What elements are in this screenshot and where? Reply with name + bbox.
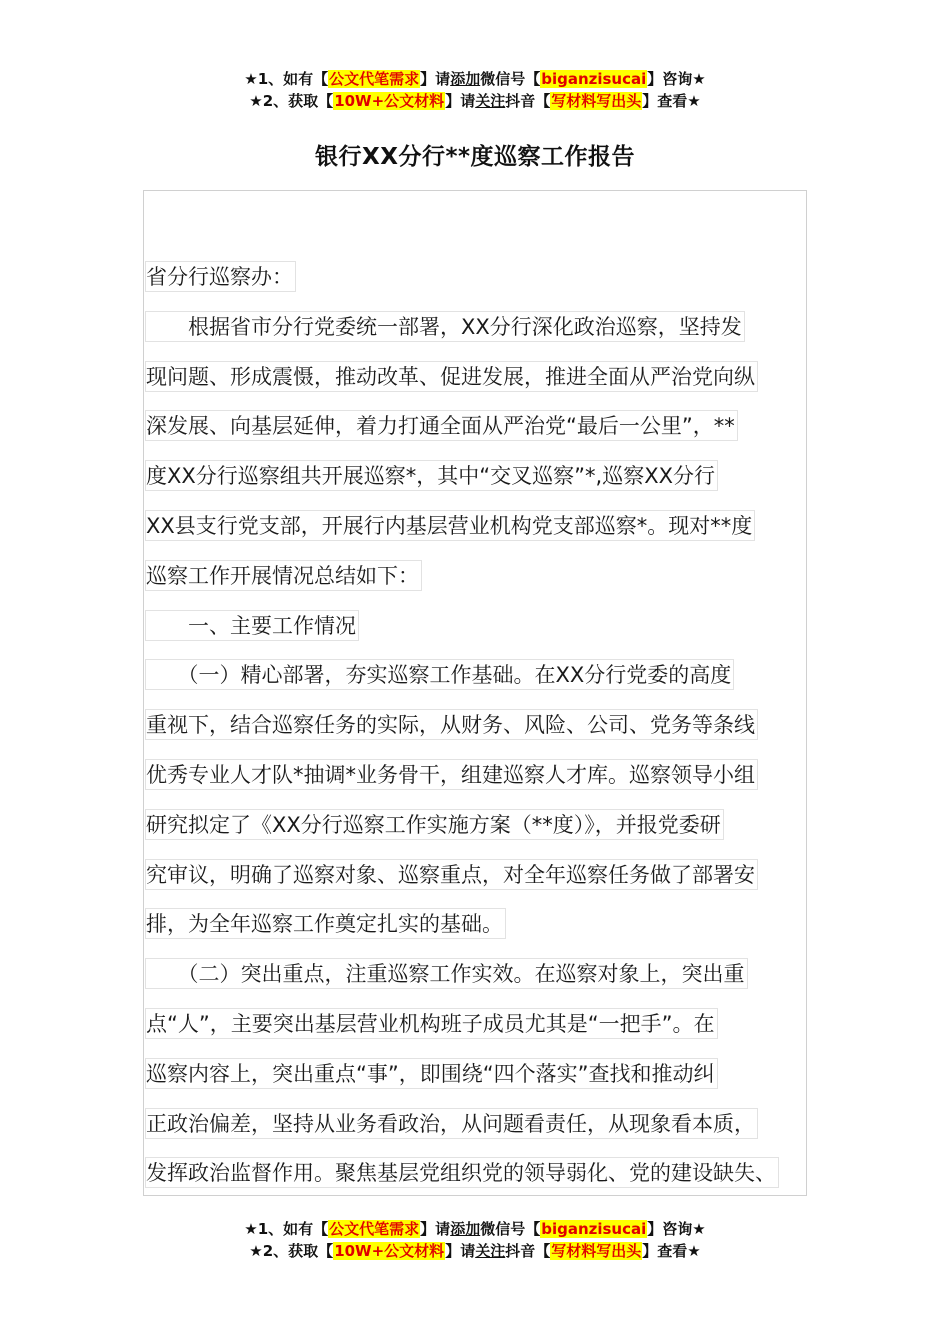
text-line: 点“人”，主要突出基层营业机构班子成员尤其是“一把手”。在 [145,1000,825,1050]
promo-line-2: ★2、获取【10W+公文材料】请关注抖音【写材料写出头】查看★ [249,92,701,110]
text-line: 度XX分行巡察组共开展巡察*，其中“交叉巡察”*,巡察XX分行 [145,452,825,502]
text-line: 省分行巡察办： [145,253,825,303]
text-line: 重视下，结合巡察任务的实际，从财务、风险、公司、党务等条线 [145,701,825,751]
promo-highlight: 写材料写出头 [551,92,642,110]
document-title: 银行XX分行**度巡察工作报告 [314,144,636,170]
promo-banner-bottom [0,1218,950,1262]
promo-highlight: biganzisucai [541,1220,647,1238]
promo-highlight: 10W+公文材料 [334,1242,445,1260]
text-line: 深发展、向基层延伸，着力打通全面从严治党“最后一公里”，** [145,402,825,452]
promo-line-1: ★1、如有【公文代笔需求】请添加微信号【biganzisucai】咨询★ [244,70,706,88]
text-line: 巡察工作开展情况总结如下： [145,552,825,602]
text-line: 发挥政治监督作用。聚焦基层党组织党的领导弱化、党的建设缺失、 [145,1149,825,1199]
text-line: 研究拟定了《XX分行巡察工作实施方案（**度）》，并报党委研 [145,801,825,851]
text-line: 排，为全年巡察工作奠定扎实的基础。 [145,900,825,950]
text-line: 优秀专业人才队*抽调*业务骨干，组建巡察人才库。巡察领导小组 [145,751,825,801]
text-line: XX县支行党支部，开展行内基层营业机构党支部巡察*。现对**度 [145,502,825,552]
section-heading: 一、主要工作情况 [145,602,825,652]
promo-highlight: 写材料写出头 [551,1242,642,1260]
text-line: 现问题、形成震慑，推动改革、促进发展，推进全面从严治党向纵 [145,353,825,403]
text-line: 究审议，明确了巡察对象、巡察重点，对全年巡察任务做了部署安 [145,851,825,901]
promo-highlight: 公文代笔需求 [329,70,420,88]
promo-highlight: biganzisucai [541,70,647,88]
promo-banner-top [0,68,950,112]
text-line: 巡察内容上，突出重点“事”，即围绕“四个落实”查找和推动纠 [145,1050,825,1100]
promo-line-1: ★1、如有【公文代笔需求】请添加微信号【biganzisucai】咨询★ [244,1220,706,1238]
promo-highlight: 10W+公文材料 [334,92,445,110]
text-line: 根据省市分行党委统一部署，XX分行深化政治巡察，坚持发 [145,303,825,353]
promo-highlight: 公文代笔需求 [329,1220,420,1238]
text-line: 正政治偏差，坚持从业务看政治，从问题看责任，从现象看本质， [145,1100,825,1150]
promo-line-2: ★2、获取【10W+公文材料】请关注抖音【写材料写出头】查看★ [249,1242,701,1260]
text-line: （二）突出重点，注重巡察工作实效。在巡察对象上，突出重 [145,950,825,1000]
text-line: （一）精心部署，夯实巡察工作基础。在XX分行党委的高度 [145,651,825,701]
document-body [145,253,825,1199]
